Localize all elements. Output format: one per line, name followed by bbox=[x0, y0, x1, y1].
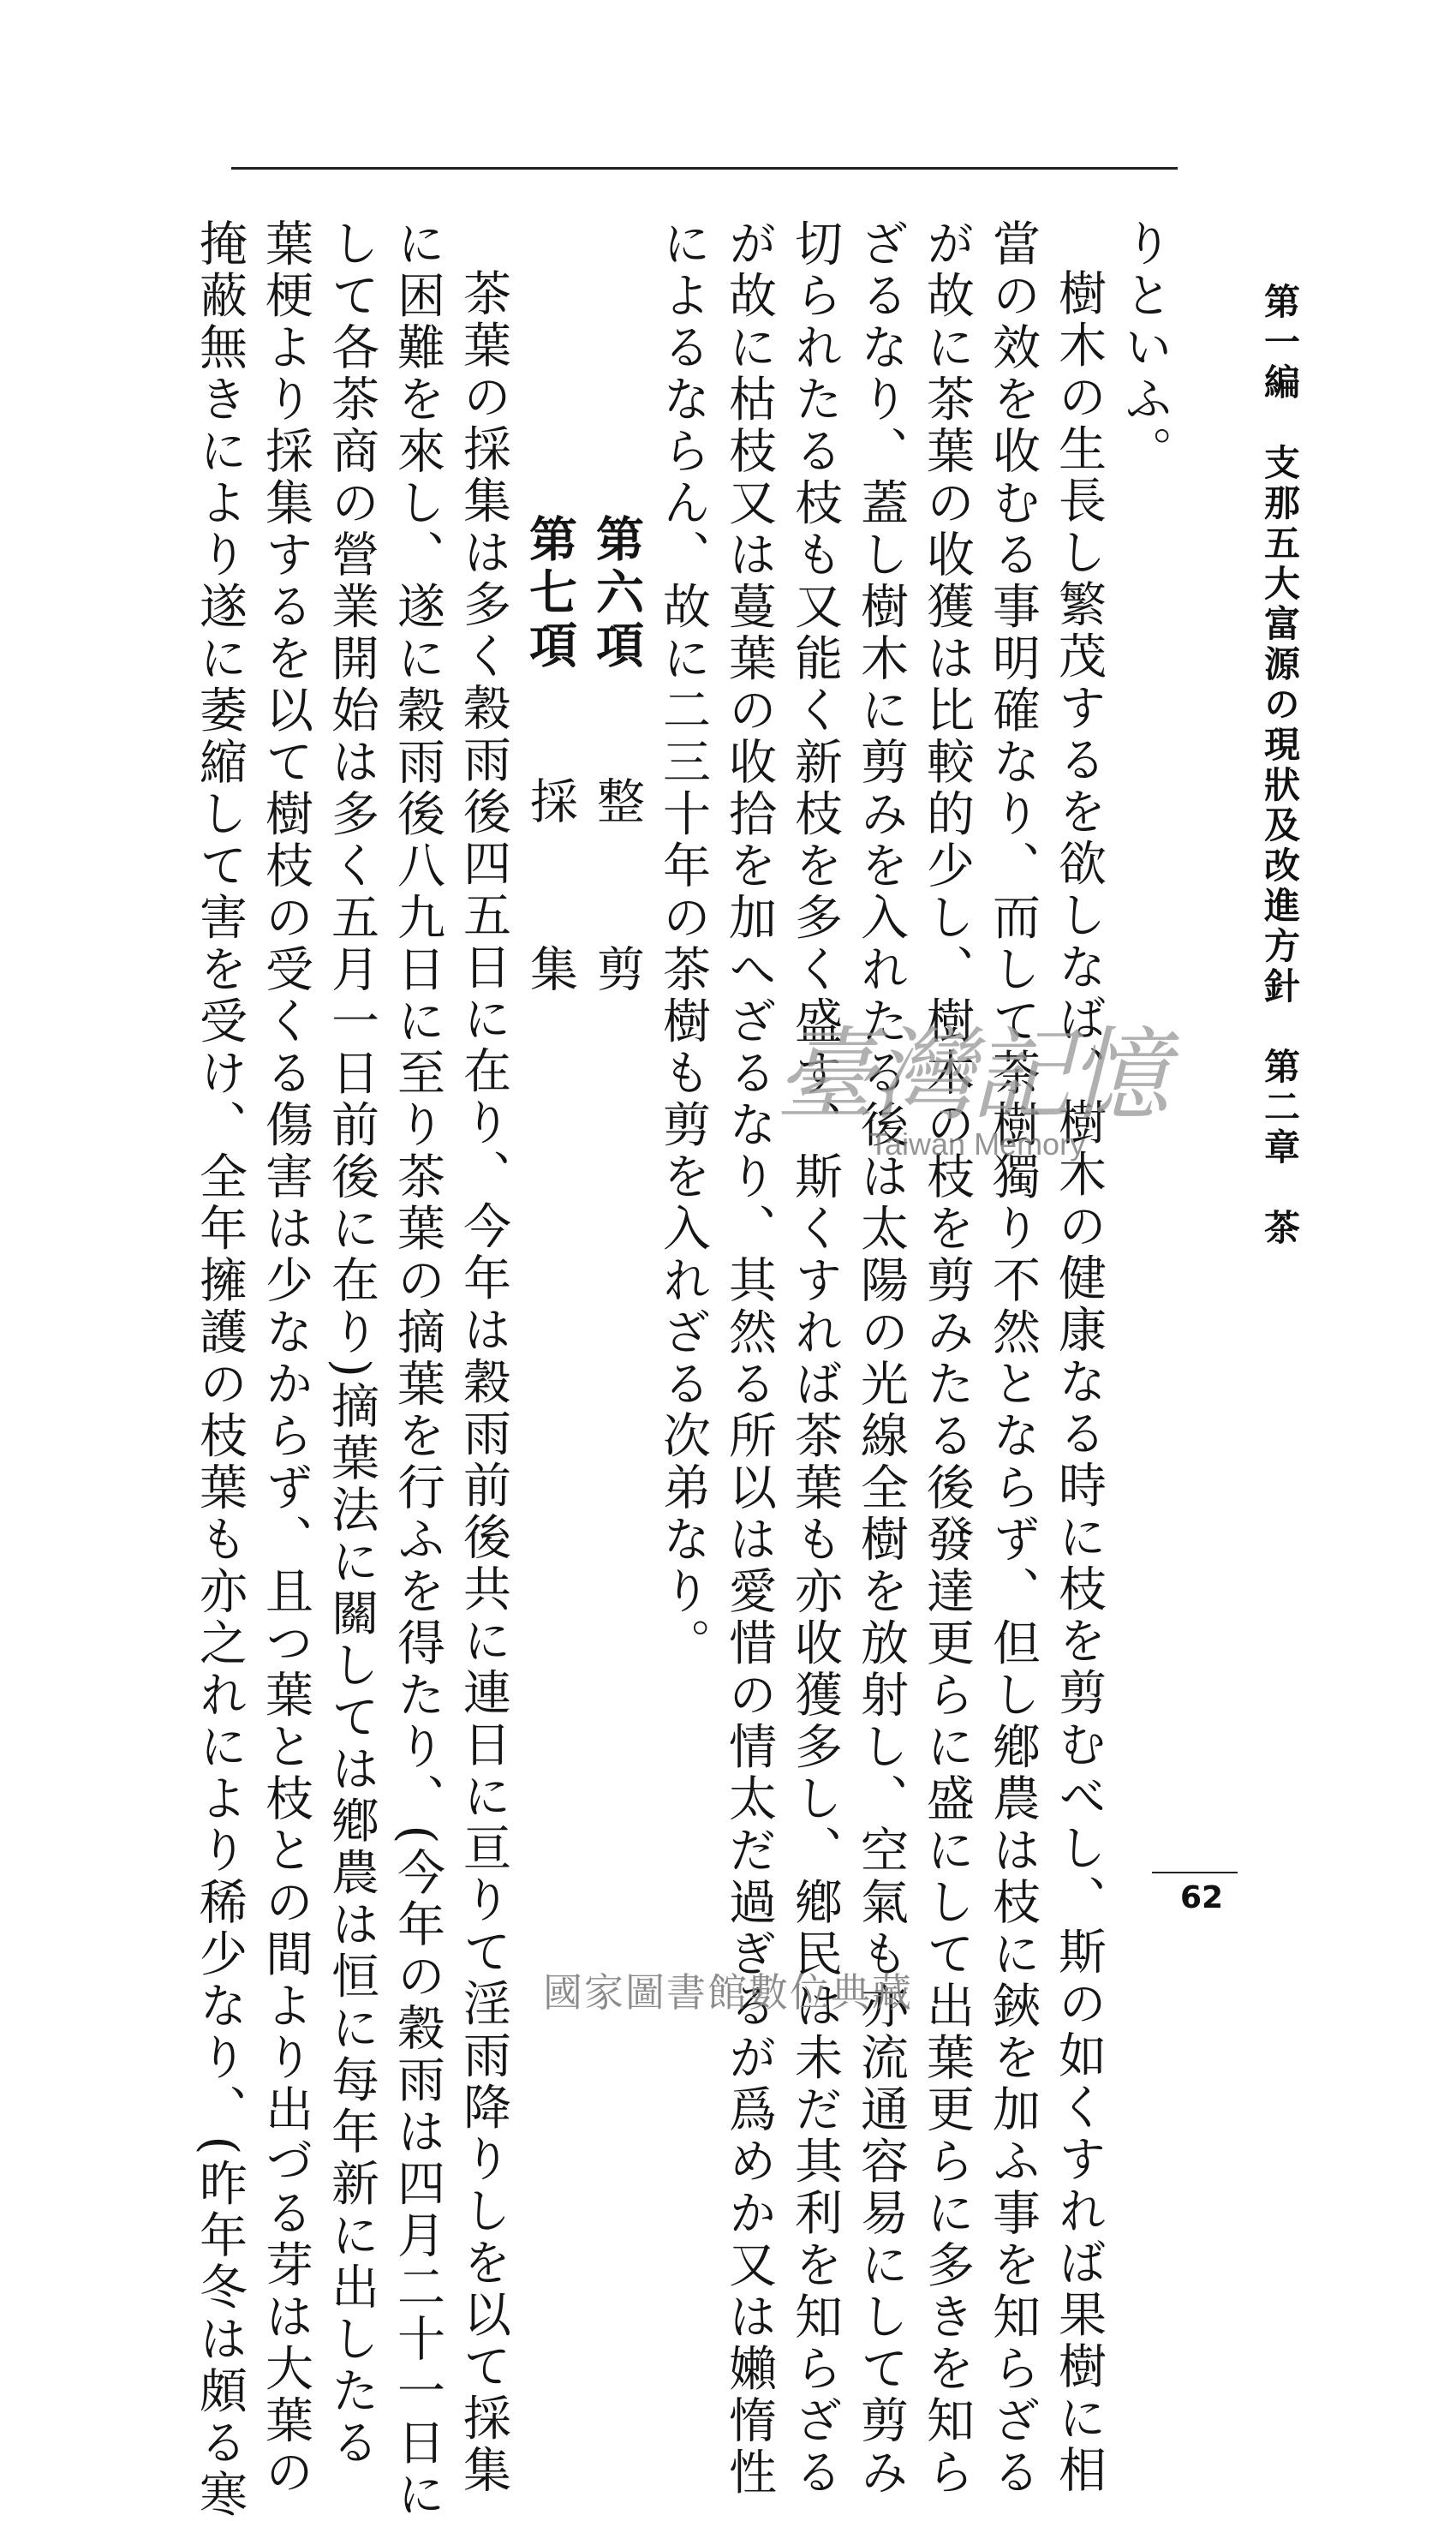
text-column: が故に枯枝又は蔓葉の收拾を加へざるなり、其然る所以は愛惜の情太だ過ぎるが爲めか又は嬾惰性 bbox=[721, 218, 777, 2499]
text-column: ざるなり、蓋し樹木に剪みを入れたる後は太陽の光線全樹を放射し、空氣も亦流通容易にして剪み bbox=[853, 218, 909, 2499]
watermark bbox=[775, 994, 1186, 1208]
text-column: に困難を來し、遂に穀雨後八九日に至り茶葉の摘葉を行ふを得たり、(今年の穀雨は四月二十一日に bbox=[390, 218, 445, 2521]
section-heading bbox=[516, 218, 583, 1923]
running-head: 第一編 支那五大富源の現狀及改進方針 第二章 茶 bbox=[1259, 283, 1301, 1249]
text-column: 葉梗より採集するを以て樹枝の受くる傷害は少なからず、且つ葉と枝との間より出づる芽は大葉の bbox=[258, 218, 313, 2499]
text-column: 茶葉の採集は多く穀雨後四五日に在り、今年は穀雨前後共に連日に亘りて淫雨降りしを以て採集 bbox=[456, 268, 511, 2497]
page-number-rule bbox=[1152, 1872, 1238, 1873]
top-rule bbox=[231, 167, 1178, 170]
text-column: 樹木の生長し繁茂するを欲しなば、樹木の健康なる時に枝を剪むべし、斯の如くすれば果樹に相 bbox=[1051, 268, 1107, 2497]
text-column: によるならん、故に二三十年の茶樹も剪を入れざる次弟なり。 bbox=[655, 218, 711, 1670]
watermark-english: Taiwan Memory bbox=[869, 1126, 1086, 1162]
section-heading-subtitle: 整剪 bbox=[589, 776, 645, 1112]
section-heading-title: 第六項 bbox=[588, 514, 645, 673]
section-heading-title: 第七項 bbox=[522, 514, 578, 673]
text-column: 掩蔽無きにより遂に萎縮して害を受け、全年擁護の枝葉も亦之れにより稀少なり、(昨年冬は頗る寒 bbox=[192, 218, 248, 2521]
text-column: 切られたる枝も又能く新枝を多く盛す、斯くすれば茶葉も亦收獲多し、鄕民は未だ其利を知らざる bbox=[787, 218, 843, 2499]
text-column: して各茶商の營業開始は多く五月一日前後に在り)摘葉法に關しては鄕農は恒に每年新に出したる bbox=[324, 218, 379, 2470]
text-column: 當の效を收むる事明確なり、而して茶樹獨り不然とならず、但し鄕農は枝に鋏を加ふ事を知らざる bbox=[985, 218, 1041, 2499]
text-column: が故に茶葉の收獲は比較的少し、樹木の枝を剪みたる後發達更らに盛にして出葉更らに多きを知ら bbox=[919, 218, 975, 2499]
section-heading bbox=[583, 218, 650, 1923]
footer-archive-label: 國家圖書館數位典藏 bbox=[543, 1969, 913, 2016]
page-number: 62 bbox=[1180, 1880, 1224, 1915]
text-column: りといふ。 bbox=[1117, 218, 1173, 478]
watermark-chinese: 臺灣記憶 bbox=[775, 1016, 1167, 1134]
section-heading-subtitle: 採集 bbox=[522, 776, 578, 1112]
